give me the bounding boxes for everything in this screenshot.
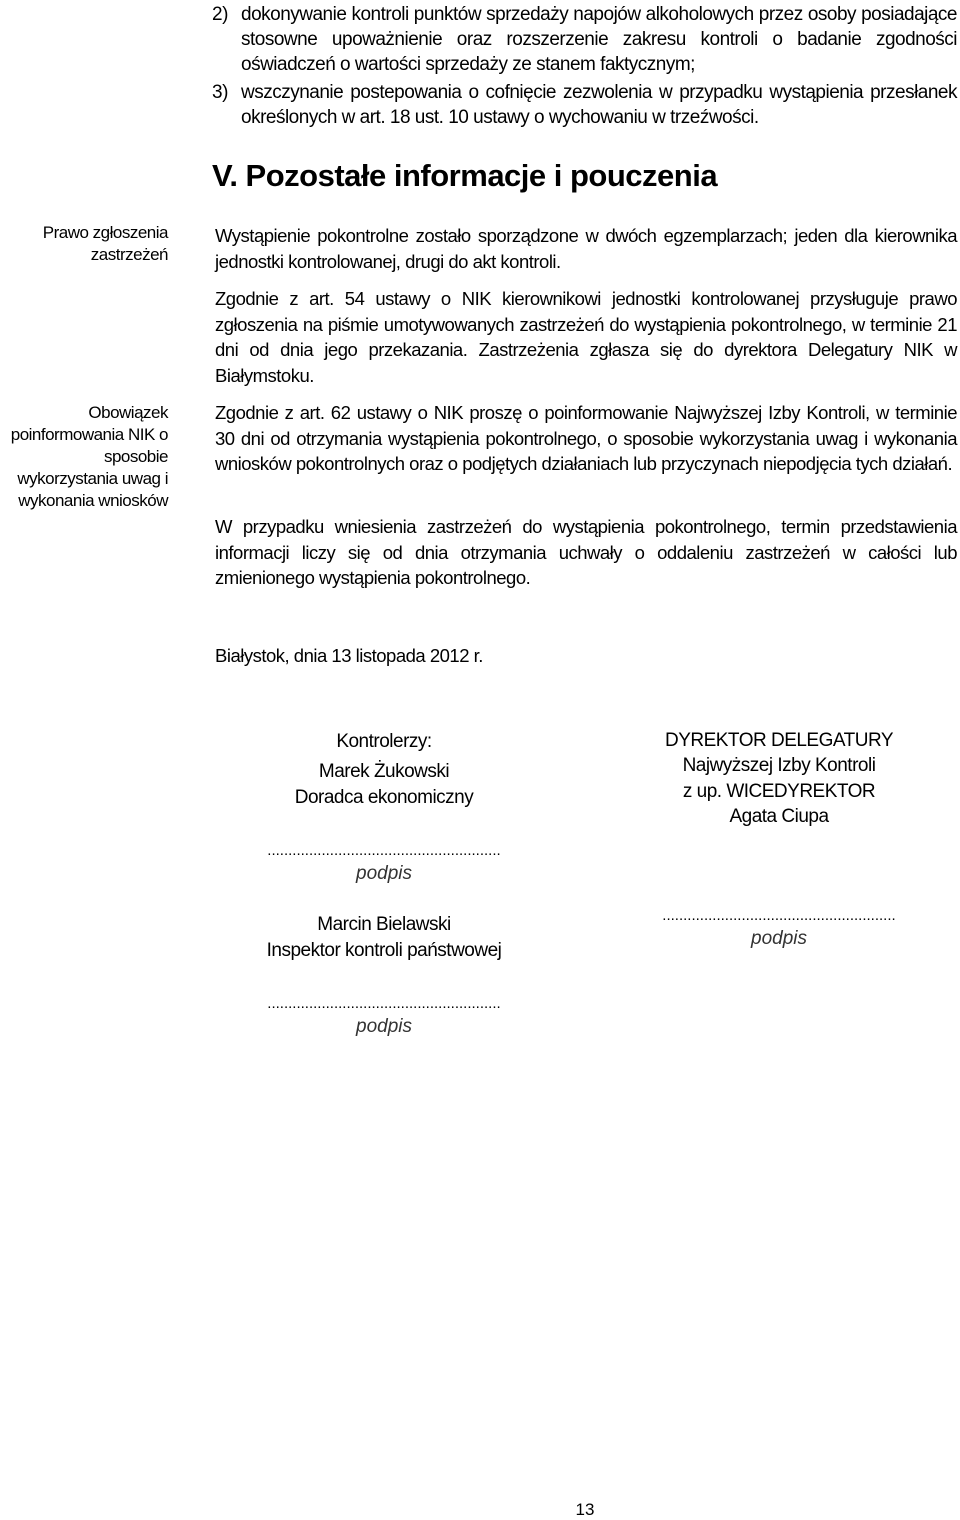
controller-2-title: Inspektor kontroli państwowej: [266, 940, 502, 961]
controller-1-name: Marek Żukowski: [318, 761, 450, 782]
controller-2-name: Marcin Bielawski: [317, 914, 451, 935]
list-number: 2): [212, 4, 228, 25]
controller-2-signature-line: ........................................................: [267, 995, 501, 1012]
director-signature-label: podpis: [751, 928, 807, 949]
list-item-2: [212, 2, 957, 77]
paragraph-inform: Zgodnie z art. 62 ustawy o NIK proszę o poinformowanie Najwyższej Izby Kontroli, w terminie 30 dni od otrzymania wystąpienia pokontrolnego, o sposobie wykorzystania uwag i wykonania wniosków pokontrolnych oraz o podjętych działaniach lub przyczynach niepodjęcia tych działań.: [215, 402, 957, 474]
list-item-3: [212, 80, 957, 130]
director-line-3: z up. WICEDYREKTOR: [682, 781, 876, 802]
controller-1-title: Doradca ekonomiczny: [294, 787, 474, 808]
paragraph-copies: Wystąpienie pokontrolne zostało sporządzone w dwóch egzemplarzach; jeden dla kierownika jednostki kontrolowanej, drugi do akt kontroli.: [215, 225, 957, 272]
controllers-heading: Kontrolerzy:: [336, 731, 432, 752]
list-item-text: wszczynanie postepowania o cofnięcie zezwolenia w przypadku wystąpienia przesłanek określonych w art. 18 ust. 10 ustawy o wychowaniu w trzeźwości.: [241, 82, 957, 128]
section-heading: V. Pozostałe informacje i pouczenia: [212, 158, 718, 193]
controller-1-signature-label: podpis: [356, 863, 412, 884]
sidebar-label-objections: Prawo zgłoszenia zastrzeżeń: [42, 223, 168, 264]
list-number: 3): [212, 82, 228, 103]
paragraph-objections: Zgodnie z art. 54 ustawy o NIK kierownikowi jednostki kontrolowanej przysługuje prawo zgłoszenia na piśmie umotywowanych zastrzeżeń do wystąpienia pokontrolnego, w terminie 21 dni od dnia jego przekazania. Zastrzeżenia zgłasza się do dyrektora Delegatury NIK w Białymstoku.: [215, 288, 957, 386]
list-item-text: dokonywanie kontroli punktów sprzedaży napojów alkoholowych przez osoby posiadające stosowne upoważnienie oraz rozszerzenie zakresu kontroli o badanie zgodności oświadczeń o wartości sprzedaży ze stanem faktycznym;: [241, 4, 957, 75]
director-line-2: Najwyższej Izby Kontroli: [682, 755, 876, 776]
place-date: Białystok, dnia 13 listopada 2012 r.: [215, 645, 483, 666]
page-number: 13: [575, 1500, 595, 1519]
sidebar-label-obligation: Obowiązek poinformowania NIK o sposobie wykorzystania uwag i wykonania wniosków: [10, 403, 168, 510]
director-line-1: DYREKTOR DELEGATURY: [664, 730, 894, 751]
controller-1-signature-line: ........................................................: [267, 842, 501, 859]
paragraph-deadline: W przypadku wniesienia zastrzeżeń do wystąpienia pokontrolnego, termin przedstawienia informacji liczy się od dnia otrzymania uchwały o oddaleniu zastrzeżeń w całości lub zmienionego wystąpienia pokontrolnego.: [215, 516, 957, 588]
director-name: Agata Ciupa: [729, 806, 829, 827]
director-signature-line: ........................................................: [662, 907, 896, 924]
controller-2-signature-label: podpis: [356, 1016, 412, 1037]
